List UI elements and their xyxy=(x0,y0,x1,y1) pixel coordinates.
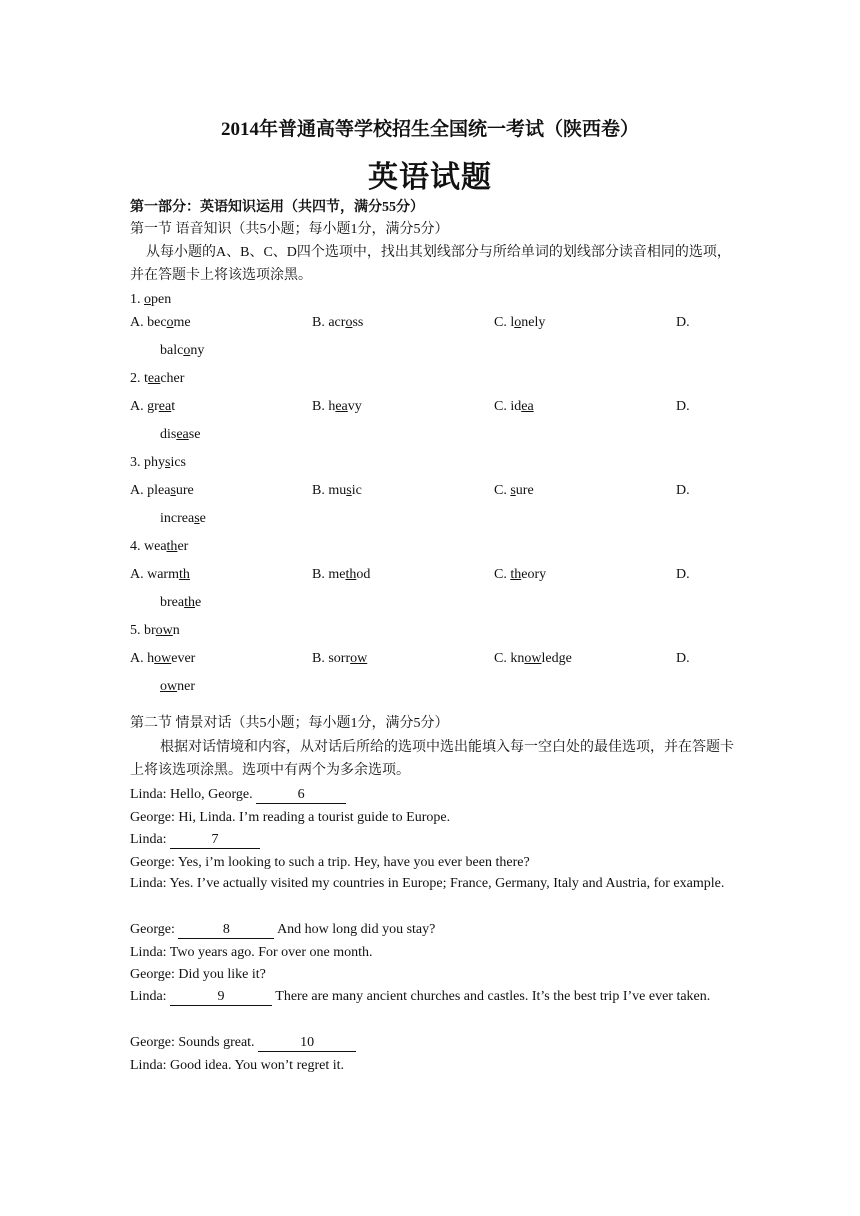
dialogue-line: George: Sounds great. 10 xyxy=(130,1034,356,1052)
blank-10: 10 xyxy=(258,1035,356,1052)
blank-7: 7 xyxy=(170,832,260,849)
dialogue-line: George: 8 And how long did you stay? xyxy=(130,922,436,937)
blank-6: 6 xyxy=(256,787,346,804)
blank-8: 8 xyxy=(178,922,274,939)
exam-title: 2014年普通高等学校招生全国统一考试（陕西卷） xyxy=(220,119,639,140)
dialogue-line: Linda: 9 There are many ancient churches and castles. It’s the best trip I’ve ever taken. xyxy=(130,989,711,1004)
question-stem: 1. open xyxy=(130,292,172,307)
option-a: A. great xyxy=(130,399,176,414)
section2-instructions: 根据对话情境和内容，从对话后所给的选项中选出能填入每一空白处的最佳选项，并在答题卡上将该选项涂黑。选项中有两个为多余选项。 xyxy=(130,740,734,778)
option-b: B. heavy xyxy=(312,399,362,414)
option-c: C. lonely xyxy=(494,315,546,330)
option-d: D. xyxy=(676,567,690,582)
option-d: D. xyxy=(676,315,690,330)
option-b: B. across xyxy=(312,315,364,330)
dialogue-line: George: Yes, i’m looking to such a trip. Hey, have you ever been there? xyxy=(130,855,530,870)
option-a: A. pleasure xyxy=(130,483,194,498)
dialogue-line: George: Did you like it? xyxy=(130,967,266,982)
option-b: B. music xyxy=(312,483,362,498)
section1-heading: 第一节 语音知识（共5小题；每小题1分，满分5分） xyxy=(130,222,449,237)
exam-subtitle: 英语试题 xyxy=(368,160,492,195)
option-a: A. warmth xyxy=(130,567,190,582)
dialogue-line: Linda: Yes. I’ve actually visited my countries in Europe; France, Germany, Italy and Austria, for example. xyxy=(130,876,725,891)
dialogue-line: Linda: 7 xyxy=(130,831,260,849)
option-c: C. sure xyxy=(494,483,534,498)
option-b: B. sorrow xyxy=(312,651,368,666)
blank-9: 9 xyxy=(170,989,272,1006)
option-a: A. however xyxy=(130,651,196,666)
section2-heading: 第二节 情景对话（共5小题；每小题1分，满分5分） xyxy=(130,716,449,731)
option-c: C. theory xyxy=(494,567,547,582)
dialogue-line: George: Hi, Linda. I’m reading a tourist guide to Europe. xyxy=(130,810,451,825)
question-stem: 4. weather xyxy=(130,539,189,554)
dialogue-line: Linda: Hello, George. 6 xyxy=(130,786,346,804)
option-d-text: increase xyxy=(160,511,206,526)
dialogue-line: Linda: Two years ago. For over one month. xyxy=(130,945,373,960)
option-d: D. xyxy=(676,399,690,414)
option-a: A. become xyxy=(130,315,191,330)
part1-heading: 第一部分：英语知识运用（共四节，满分55分） xyxy=(130,200,424,215)
question-stem: 2. teacher xyxy=(130,371,185,386)
question-stem: 5. brown xyxy=(130,623,180,638)
option-c: C. knowledge xyxy=(494,651,572,666)
option-d: D. xyxy=(676,651,690,666)
section1-instructions: 从每小题的A、B、C、D四个选项中，找出其划线部分与所给单词的划线部分读音相同的选项，并在答题卡上将该选项涂黑。 xyxy=(130,245,731,283)
option-b: B. method xyxy=(312,567,371,582)
option-d: D. xyxy=(676,483,690,498)
option-d-text: disease xyxy=(160,427,201,442)
dialogue-line: Linda: Good idea. You won’t regret it. xyxy=(130,1058,344,1073)
option-d-text: breathe xyxy=(160,595,202,610)
option-d-text: owner xyxy=(160,679,196,694)
question-stem: 3. physics xyxy=(130,455,187,470)
option-c: C. idea xyxy=(494,399,534,414)
option-d-text: balcony xyxy=(160,343,205,358)
